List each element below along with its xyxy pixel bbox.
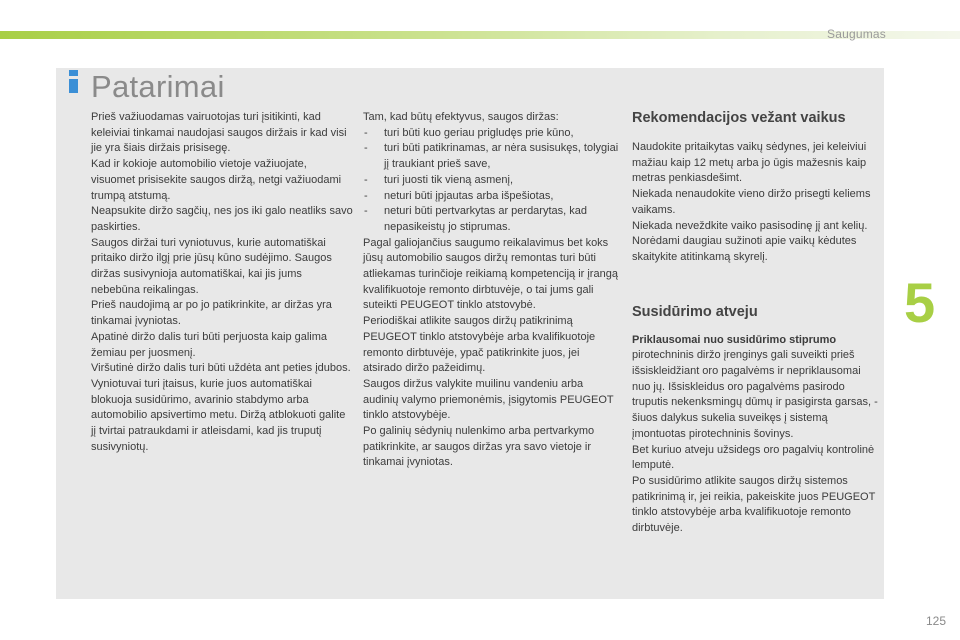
page-title: Patarimai [91,69,225,104]
column-general-advice [91,110,353,455]
paragraph: Apatinė diržo dalis turi būti perjuosta kaip galima žemiau per juosmenį. [91,330,328,359]
section-label: Saugumas [827,27,886,41]
paragraph: Naudokite pritaikytas vaikų sėdynes, jei keleiviui mažiau kaip 12 metų arba jo ūgis mažesnis kaip metras penkiasdešimt. [632,141,867,185]
list-item: - turi būti kuo geriau prigludęs prie kūno, [363,126,620,142]
requirements-list [363,126,620,236]
column-children-and-crash [632,110,880,537]
paragraph: Prieš naudojimą ar po jo patikrinkite, ar diržas yra tinkamai įvyniotas. [91,299,332,328]
paragraph: Saugos diržai turi vyniotuvus, kurie automatiškai pritaiko diržo ilgį prie jūsų kūno sudėjimo. Saugos diržas susivynioja automatiškai, kai jis jums nebebūna reikalingas. [91,236,332,296]
paragraph: Bet kuriuo atveju užsidegs oro pagalvių kontrolinė lemputė. [632,443,875,472]
paragraph: Norėdami daugiau sužinoti apie vaikų kėdutes skaitykite atitinkamą skyrelį. [632,235,857,263]
header-accent-bar [0,31,960,39]
list-item: - turi būti patikrinamas, ar nėra susisukęs, tolygiai jį traukiant prieš save, [363,141,620,172]
paragraph: Neapsukite diržo sagčių, nes jos iki galo neatliks savo paskirties. [91,205,353,233]
chapter-number: 5 [904,271,936,334]
list-intro: Tam, kad būtų efektyvus, saugos diržas: [363,111,559,123]
column-belt-effectiveness [363,110,620,471]
paragraph: Vyniotuvai turi įtaisus, kurie juos automatiškai blokuoja susidūrimo, avarinio stabdymo arba automobilio apsivertimo metu. Diržą atblokuoti galite jį tvirtai patraukdami ir atleisdami, kad jis truputį susivyniotų. [91,377,346,453]
heading-children: Rekomendacijos vežant vaikus [632,110,846,126]
paragraph [632,333,880,443]
bold-lead: Priklausomai nuo susidūrimo stiprumo [632,333,837,346]
page-number: 125 [925,614,946,628]
paragraph: Pagal galiojančius saugumo reikalavimus bet koks jūsų automobilio saugos diržų remontas turi būti atliekamas turinčioje reikiamą kompetenciją ir įrangą kvalifikuotoje remonto dirbtuvėje, o tai jums gali suteikti PEUGEOT tinklo atstovybė. [363,236,618,312]
paragraph: Saugos diržus valykite muilinu vandeniu arba audinių valymo priemonėmis, įsigytomis PEUGEOT tinklo atstovybėje. [363,377,614,422]
paragraph: Periodiškai atlikite saugos diržų patikrinimą PEUGEOT tinklo atstovybėje arba kvalifikuotoje remonto dirbtuvėje, ypač patikrinkite juos, jei atsirado diržo pažeidimų. [363,315,596,375]
paragraph: Prieš važiuodamas vairuotojas turi įsitikinti, kad keleiviai tinkamai naudojasi saugos diržais ir kad visi jie yra šiais diržais prisisegę. [91,111,347,155]
heading-crash: Susidūrimo atveju [632,303,758,320]
paragraph: Po galinių sėdynių nulenkimo arba pertvarkymo patikrinkite, ar saugos diržas yra savo vietoje ir tinkamai įvyniotas. [363,425,595,469]
paragraph: Po susidūrimo atlikite saugos diržų sistemos patikrinimą ir, jei reikia, pakeiskite juos PEUGEOT tinklo atstovybėje arba kvalifikuotoje remonto dirbtuvėje. [632,474,876,535]
info-icon [64,64,84,94]
paragraph: Niekada neveždkite vaiko pasisodinę jį ant kelių. [632,219,868,232]
text-run: pirotechninis diržo įrenginys gali suveikti prieš išsiskleidžiant oro pagalvėms ir nepriklausomai nuo jų. Išsiskleidus oro pagalvėms pasirodo truputis nekenksmingų dūmų ir pasigirsta garsas, - šiuos dalykus sukelia suveikęs į sistemą įmontuotas pirotechninis šovinys. [632,349,878,440]
list-item: - neturi būti įpjautas arba išpešiotas, [363,189,620,205]
paragraph: Kad ir kokioje automobilio vietoje važiuojate, visuomet prisisekite saugos diržą, netgi važiuodami trumpą atstumą. [91,158,342,202]
paragraph: Viršutinė diržo dalis turi būti uždėta ant peties įdubos. [91,362,351,375]
paragraph: Niekada nenaudokite vieno diržo prisegti keliems vaikams. [632,188,871,216]
list-item: - turi juosti tik vieną asmenį, [363,173,620,189]
list-item: - neturi būti pertvarkytas ar perdarytas, kad nepasikeistų jo stiprumas. [363,204,620,235]
